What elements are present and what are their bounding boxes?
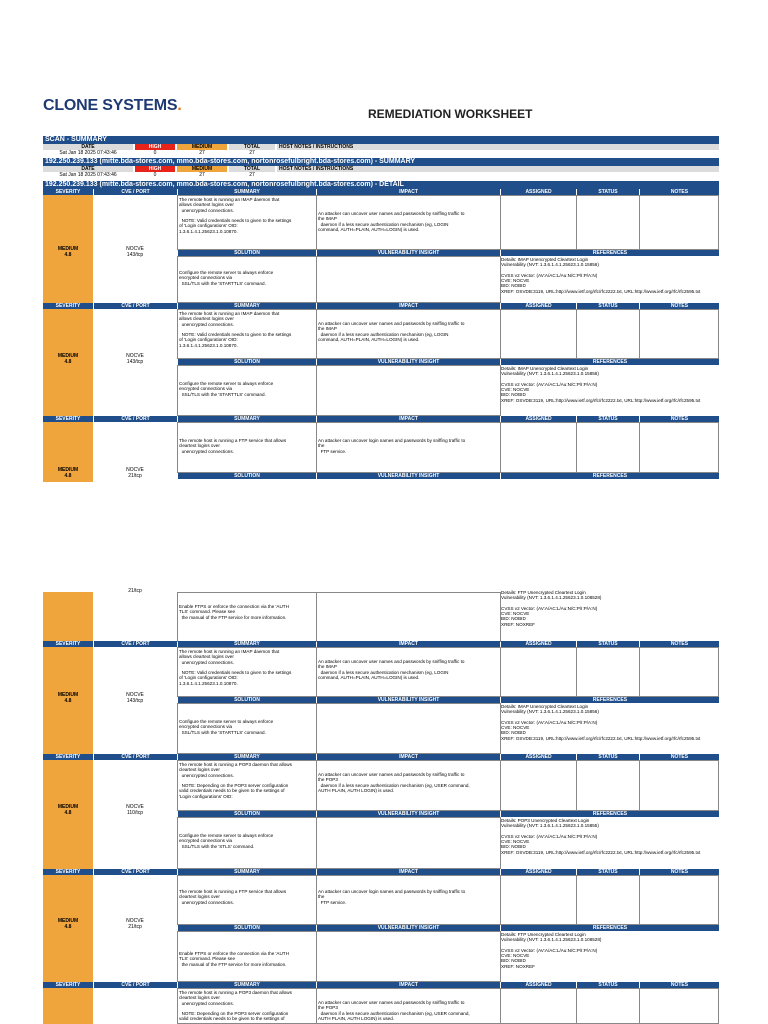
hdr-solution: SOLUTION xyxy=(178,925,316,931)
val-date: Sat Jan 18 2025 07:43:46 xyxy=(59,150,117,156)
solution-cell: Enable FTPS or enforce the connection via the 'AUTH TLS' command. Please see the manual of the FTP service for more information. xyxy=(177,592,317,642)
impact-cell: An attacker can uncover user names and passwords by sniffing traffic to the IMAP daemon if a less secure authentication mechanism (eg, LOGIN command, AUTH=PLAIN, AUTH=LOGIN) is used. xyxy=(316,647,501,697)
status-cell[interactable] xyxy=(576,647,640,697)
assigned-cell[interactable] xyxy=(500,647,577,697)
severity-score: 4.8 xyxy=(64,359,72,365)
hdr-status: STATUS xyxy=(577,416,639,422)
port: 143/tcp xyxy=(126,252,144,258)
page-break-gap xyxy=(0,490,768,592)
severity-score: 4.8 xyxy=(64,473,72,479)
hdr-cve-port: CVE / PORT xyxy=(94,869,177,875)
col-medium: MEDIUM xyxy=(177,166,227,172)
val-high: 0 xyxy=(153,172,157,178)
notes-cell[interactable] xyxy=(639,309,719,359)
hdr-impact: IMPACT xyxy=(317,416,500,422)
hdr-impact: IMPACT xyxy=(317,641,500,647)
hdr-cve-port: CVE / PORT xyxy=(94,416,177,422)
hdr-severity: SEVERITY xyxy=(43,416,93,422)
hdr-solution: SOLUTION xyxy=(178,697,316,703)
hdr-notes: NOTES xyxy=(640,641,719,647)
host-detail-band: 192.250.239.133 (mitte.bda-stores.com, mmo.bda-stores.com, nortonrosefulbright.bda-stores.com) - DETAIL xyxy=(43,181,719,189)
solution-cell: Configure the remote server to always enforce encrypted connections via SSL/TLS with the 'STARTTLS' command. xyxy=(177,365,317,416)
hdr-impact: IMPACT xyxy=(317,303,500,309)
cve-id: NOCVE xyxy=(126,246,144,252)
severity-level: MEDIUM xyxy=(57,918,79,924)
cve-id: NOCVE xyxy=(126,467,144,473)
hdr-status: STATUS xyxy=(577,754,639,760)
hdr-notes: NOTES xyxy=(640,754,719,760)
severity-cell xyxy=(43,988,93,1024)
assigned-cell[interactable] xyxy=(500,422,577,473)
hdr-vuln-insight: VULNERABILITY INSIGHT xyxy=(317,250,500,256)
references-cell: Details: FTP Unencrypted Cleartext Login Vulnerability (NVT: 1.3.6.1.4.1.25623.1.0.108528) CVSS v2 Vector: (AV:A/AC:L/Au:N/C:P/I:P/A:N) CVE: NOCVE BID: NOBID XREF: NOXREF xyxy=(501,932,602,969)
severity-score: 4.8 xyxy=(64,810,72,816)
assigned-cell[interactable] xyxy=(500,760,577,811)
hdr-status: STATUS xyxy=(577,869,639,875)
hdr-impact: IMPACT xyxy=(317,982,500,988)
references-cell: Details: FTP Unencrypted Cleartext Login Vulnerability (NVT: 1.3.6.1.4.1.25623.1.0.108528) CVSS v2 Vector: (AV:A/AC:L/Au:N/C:P/I:P/A:N) CVE: NOCVE BID: NOBID XREF: NOXREF xyxy=(501,590,602,627)
references-cell: Details: IMAP Unencrypted Cleartext Login Vulnerability (NVT: 1.3.6.1.4.1.25623.1.0.15856) CVSS v2 Vector: (AV:A/AC:L/Au:N/C:P/I:P/A:N) CVE: NOCVE BID: NOBID XREF: OSVDB:3119, URL:http://www.ietf.org/rfc/rfc2222.txt, URL:http://www.ietf.org/rfc/rfc2595.txt xyxy=(501,704,701,741)
hdr-impact: IMPACT xyxy=(317,869,500,875)
summary-cell: The remote host is running a POP3 daemon that allows cleartext logins over unencrypted connections. NOTE: Depending on the POP3 server configuration valid credentials needs to be given to the settings of xyxy=(177,988,317,1024)
hdr-assigned: ASSIGNED xyxy=(501,869,576,875)
vuln-insight-cell xyxy=(316,931,501,982)
hdr-vuln-insight: VULNERABILITY INSIGHT xyxy=(317,811,500,817)
assigned-cell[interactable] xyxy=(500,988,577,1024)
finding-ftp xyxy=(43,869,719,982)
cve-id: NOCVE xyxy=(126,918,144,924)
severity-level: MEDIUM xyxy=(57,353,79,359)
vuln-insight-cell xyxy=(316,365,501,416)
hdr-references: REFERENCES xyxy=(501,697,719,703)
impact-cell: An attacker can uncover login names and passwords by sniffing traffic to the FTP service. xyxy=(316,422,501,473)
vuln-insight-cell xyxy=(316,592,501,642)
status-cell[interactable] xyxy=(576,988,640,1024)
notes-cell[interactable] xyxy=(639,875,719,925)
hdr-solution: SOLUTION xyxy=(178,359,316,365)
finding-imap xyxy=(43,189,719,303)
hdr-status: STATUS xyxy=(577,982,639,988)
hdr-status: STATUS xyxy=(577,303,639,309)
hdr-assigned: ASSIGNED xyxy=(501,303,576,309)
hdr-notes: NOTES xyxy=(640,416,719,422)
severity-score: 4.8 xyxy=(64,924,72,930)
impact-cell: An attacker can uncover user names and passwords by sniffing traffic to the POP3 daemon if a less secure authentication mechanism (eg, USER command, AUTH PLAIN, AUTH LOGIN) is used. xyxy=(316,988,501,1024)
cve-id: NOCVE xyxy=(126,353,144,359)
col-date: DATE xyxy=(43,166,133,172)
assigned-cell[interactable] xyxy=(500,309,577,359)
finding-ftp-continued xyxy=(43,588,719,642)
col-high: HIGH xyxy=(135,144,175,150)
hdr-severity: SEVERITY xyxy=(43,754,93,760)
hdr-summary: SUMMARY xyxy=(178,416,316,422)
notes-cell[interactable] xyxy=(639,647,719,697)
val-medium: 27 xyxy=(199,150,205,156)
hdr-severity: SEVERITY xyxy=(43,869,93,875)
finding-pop3 xyxy=(43,982,719,1024)
hdr-cve-port: CVE / PORT xyxy=(94,189,177,195)
hdr-assigned: ASSIGNED xyxy=(501,754,576,760)
col-host-notes: HOST NOTES / INSTRUCTIONS xyxy=(277,166,719,172)
solution-cell: Configure the remote server to always enforce encrypted connections via SSL/TLS with the 'STARTTLS' command. xyxy=(177,256,317,303)
scan-summary-band: SCAN - SUMMARY xyxy=(43,136,719,144)
val-total: 27 xyxy=(249,172,255,178)
solution-cell: Configure the remote server to always enforce encrypted connections via SSL/TLS with the 'STARTTLS' command. xyxy=(177,703,317,754)
hdr-solution: SOLUTION xyxy=(178,811,316,817)
val-high: 0 xyxy=(153,150,157,156)
references-cell: Details: POP3 Unencrypted Cleartext Login Vulnerability (NVT: 1.3.6.1.4.1.25623.1.0.15855) CVSS v2 Vector: (AV:A/AC:L/Au:N/C:P/I:P/A:N) CVE: NOCVE BID: NOBID XREF: OSVDB:3119, URL:http://www.ietf.org/rfc/rfc2222.txt, URL:http://www.ietf.org/rfc/rfc2595.txt xyxy=(501,818,701,855)
severity-level: MEDIUM xyxy=(57,246,79,252)
hdr-cve-port: CVE / PORT xyxy=(94,303,177,309)
hdr-summary: SUMMARY xyxy=(178,189,316,195)
clone-systems-logo: CLONE SYSTEMS. xyxy=(43,97,182,114)
hdr-references: REFERENCES xyxy=(501,473,719,479)
hdr-notes: NOTES xyxy=(640,303,719,309)
hdr-cve-port: CVE / PORT xyxy=(94,754,177,760)
hdr-severity: SEVERITY xyxy=(43,189,93,195)
finding-imap xyxy=(43,303,719,416)
hdr-vuln-insight: VULNERABILITY INSIGHT xyxy=(317,359,500,365)
hdr-summary: SUMMARY xyxy=(178,869,316,875)
notes-cell[interactable] xyxy=(639,988,719,1024)
hdr-summary: SUMMARY xyxy=(178,641,316,647)
summary-cell: The remote host is running an IMAP daemon that allows cleartext logins over unencrypted connections. NOTE: Valid credentials needs to given to the settings of 'Login configurations' OID: 1.3.6.1.4.1.25623.1.0.10870. xyxy=(177,309,317,359)
status-cell[interactable] xyxy=(576,760,640,811)
host-summary-band: 192.250.239.133 (mitte.bda-stores.com, mmo.bda-stores.com, nortonrosefulbright.bda-stores.com) - SUMMARY xyxy=(43,158,719,166)
hdr-assigned: ASSIGNED xyxy=(501,416,576,422)
summary-cell: The remote host is running an IMAP daemon that allows cleartext logins over unencrypted connections. NOTE: Valid credentials needs to given to the settings of 'Login configurations' OID: 1.3.6.1.4.1.25623.1.0.10870. xyxy=(177,647,317,697)
summary-cell: The remote host is running an IMAP daemon that allows cleartext logins over unencrypted connections. NOTE: Valid credentials needs to given to the settings of 'Login configurations' OID: 1.3.6.1.4.1.25623.1.0.10870. xyxy=(177,195,317,250)
hdr-impact: IMPACT xyxy=(317,754,500,760)
val-date: Sat Jan 18 2025 07:43:46 xyxy=(59,172,117,178)
severity-level: MEDIUM xyxy=(57,467,79,473)
references-cell: Details: IMAP Unencrypted Cleartext Login Vulnerability (NVT: 1.3.6.1.4.1.25623.1.0.15856) CVSS v2 Vector: (AV:A/AC:L/Au:N/C:P/I:P/A:N) CVE: NOCVE BID: NOBID XREF: OSVDB:3119, URL:http://www.ietf.org/rfc/rfc2222.txt, URL:http://www.ietf.org/rfc/rfc2595.txt xyxy=(501,366,701,403)
status-cell[interactable] xyxy=(576,875,640,925)
summary-cell: The remote host is running a POP3 daemon that allows cleartext logins over unencrypted connections. NOTE: Depending on the POP3 server configuration valid credentials needs to be given to the settings of 'Login configurations' OID: xyxy=(177,760,317,811)
col-total: TOTAL xyxy=(229,144,275,150)
vuln-insight-cell xyxy=(316,703,501,754)
hdr-vuln-insight: VULNERABILITY INSIGHT xyxy=(317,473,500,479)
cve-id: NOCVE xyxy=(126,804,144,810)
notes-cell[interactable] xyxy=(639,195,719,250)
solution-cell: Configure the remote server to always enforce encrypted connections via SSL/TLS with the 'STLS' command. xyxy=(177,817,317,869)
val-medium: 27 xyxy=(199,172,205,178)
references-cell: Details: IMAP Unencrypted Cleartext Login Vulnerability (NVT: 1.3.6.1.4.1.25623.1.0.15856) CVSS v2 Vector: (AV:A/AC:L/Au:N/C:P/I:P/A:N) CVE: NOCVE BID: NOBID XREF: OSVDB:3119, URL:http://www.ietf.org/rfc/rfc2222.txt, URL:http://www.ietf.org/rfc/rfc2595.txt xyxy=(501,257,701,294)
status-cell[interactable] xyxy=(576,422,640,473)
col-total: TOTAL xyxy=(229,166,275,172)
impact-cell: An attacker can uncover user names and passwords by sniffing traffic to the IMAP daemon if a less secure authentication mechanism (eg, LOGIN command, AUTH=PLAIN, AUTH=LOGIN) is used. xyxy=(316,195,501,250)
severity-score: 4.8 xyxy=(64,698,72,704)
hdr-impact: IMPACT xyxy=(317,189,500,195)
page-title: REMEDIATION WORKSHEET xyxy=(368,107,533,121)
hdr-severity: SEVERITY xyxy=(43,641,93,647)
hdr-references: REFERENCES xyxy=(501,925,719,931)
status-cell[interactable] xyxy=(576,309,640,359)
hdr-assigned: ASSIGNED xyxy=(501,189,576,195)
col-high: HIGH xyxy=(135,166,175,172)
port: 143/tcp xyxy=(126,698,144,704)
vuln-insight-cell xyxy=(316,817,501,869)
hdr-notes: NOTES xyxy=(640,189,719,195)
cve-id: NOCVE xyxy=(126,692,144,698)
impact-cell: An attacker can uncover user names and passwords by sniffing traffic to the IMAP daemon if a less secure authentication mechanism (eg, LOGIN command, AUTH=PLAIN, AUTH=LOGIN) is used. xyxy=(316,309,501,359)
hdr-solution: SOLUTION xyxy=(178,250,316,256)
finding-pop3 xyxy=(43,754,719,869)
hdr-severity: SEVERITY xyxy=(43,303,93,309)
severity-score: 4.8 xyxy=(64,252,72,258)
port: 21/tcp xyxy=(128,588,142,594)
col-host-notes: HOST NOTES / INSTRUCTIONS xyxy=(277,144,719,150)
port: 143/tcp xyxy=(126,359,144,365)
hdr-cve-port: CVE / PORT xyxy=(94,641,177,647)
assigned-cell[interactable] xyxy=(500,875,577,925)
status-cell[interactable] xyxy=(576,195,640,250)
hdr-cve-port: CVE / PORT xyxy=(94,982,177,988)
severity-level: MEDIUM xyxy=(57,804,79,810)
hdr-references: REFERENCES xyxy=(501,359,719,365)
hdr-status: STATUS xyxy=(577,189,639,195)
hdr-notes: NOTES xyxy=(640,982,719,988)
scan-summary-table xyxy=(43,144,719,156)
finding-imap xyxy=(43,641,719,754)
hdr-solution: SOLUTION xyxy=(178,473,316,479)
hdr-summary: SUMMARY xyxy=(178,754,316,760)
port: 21/tcp xyxy=(128,924,142,930)
notes-cell[interactable] xyxy=(639,760,719,811)
hdr-status: STATUS xyxy=(577,641,639,647)
assigned-cell[interactable] xyxy=(500,195,577,250)
worksheet-page-1 xyxy=(0,0,768,490)
severity-level: MEDIUM xyxy=(57,692,79,698)
port: 21/tcp xyxy=(128,473,142,479)
val-total: 27 xyxy=(249,150,255,156)
summary-cell: The remote host is running a FTP service that allows cleartext logins over unencrypted connections. xyxy=(177,875,317,925)
notes-cell[interactable] xyxy=(639,422,719,473)
hdr-assigned: ASSIGNED xyxy=(501,982,576,988)
hdr-summary: SUMMARY xyxy=(178,982,316,988)
impact-cell: An attacker can uncover login names and passwords by sniffing traffic to the FTP service. xyxy=(316,875,501,925)
summary-cell: The remote host is running a FTP service that allows cleartext logins over unencrypted connections. xyxy=(177,422,317,473)
worksheet-page-2 xyxy=(0,588,768,1024)
solution-cell: Enable FTPS or enforce the connection via the 'AUTH TLS' command. Please see the manual of the FTP service for more information. xyxy=(177,931,317,982)
hdr-assigned: ASSIGNED xyxy=(501,641,576,647)
hdr-references: REFERENCES xyxy=(501,250,719,256)
hdr-severity: SEVERITY xyxy=(43,982,93,988)
col-medium: MEDIUM xyxy=(177,144,227,150)
hdr-references: REFERENCES xyxy=(501,811,719,817)
severity-cell xyxy=(43,592,93,642)
finding-ftp xyxy=(43,416,719,490)
vuln-insight-cell xyxy=(316,256,501,303)
port: 110/tcp xyxy=(126,810,144,816)
col-date: DATE xyxy=(43,144,133,150)
hdr-summary: SUMMARY xyxy=(178,303,316,309)
hdr-notes: NOTES xyxy=(640,869,719,875)
impact-cell: An attacker can uncover user names and passwords by sniffing traffic to the POP3 daemon if a less secure authentication mechanism (eg, USER command, AUTH PLAIN, AUTH LOGIN) is used. xyxy=(316,760,501,811)
host-summary-table xyxy=(43,166,719,178)
hdr-vuln-insight: VULNERABILITY INSIGHT xyxy=(317,925,500,931)
hdr-vuln-insight: VULNERABILITY INSIGHT xyxy=(317,697,500,703)
